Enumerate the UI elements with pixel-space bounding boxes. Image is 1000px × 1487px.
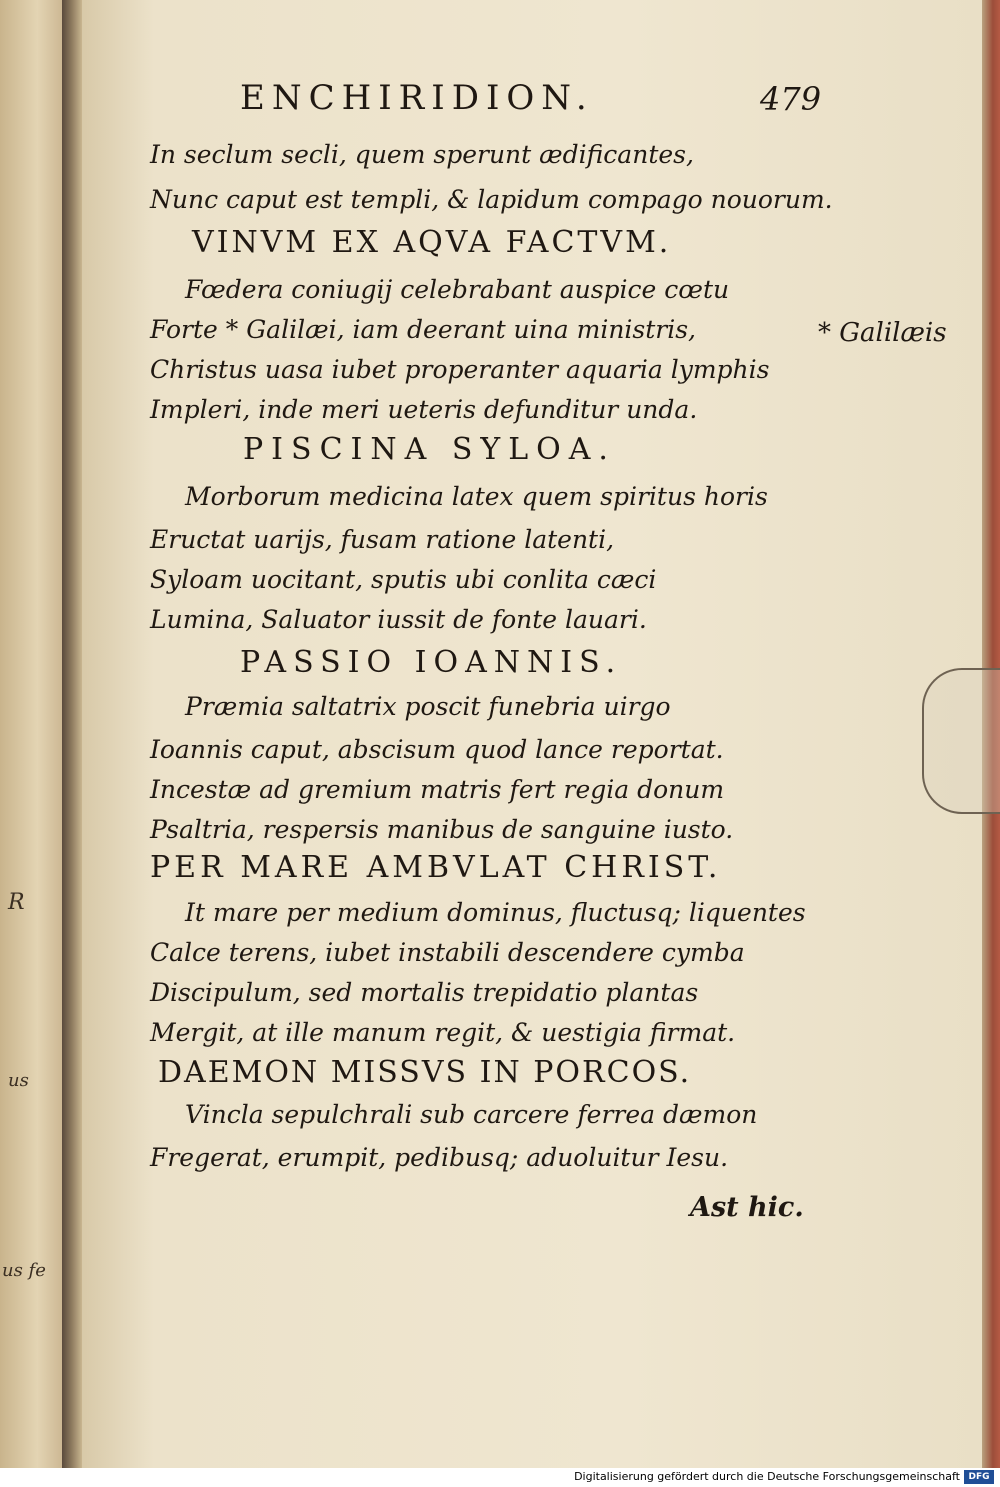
verse-line: Morborum medicina latex quem spiritus horis (185, 482, 768, 511)
printed-page (82, 0, 982, 1468)
section-heading: PASSIO IOANNIS. (240, 645, 623, 680)
dfg-logo: DFG (964, 1470, 994, 1484)
verse-line: Nunc caput est templi, & lapidum compago nouorum. (150, 185, 833, 214)
left-page-fragment: us fe (2, 1260, 46, 1281)
verse-line: Eructat uarijs, fusam ratione latenti, (150, 525, 615, 554)
verse-line: Impleri, inde meri ueteris defunditur unda. (150, 395, 698, 424)
verse-line: Ioannis caput, abscisum quod lance reportat. (150, 735, 724, 764)
verse-line: Fregerat, erumpit, pedibusq; aduoluitur Iesu. (150, 1143, 729, 1172)
verse-line: Psaltria, respersis manibus de sanguine iusto. (150, 815, 734, 844)
running-head: ENCHIRIDION. (240, 78, 594, 118)
section-heading: PISCINA SYLOA. (243, 432, 616, 467)
verse-line: Christus uasa iubet properanter aquaria lymphis (150, 355, 770, 384)
section-heading: PER MARE AMBVLAT CHRIST. (150, 850, 722, 885)
book-gutter (62, 0, 82, 1468)
left-page-edge (0, 0, 62, 1468)
left-page-fragment: us (8, 1070, 29, 1091)
catchword: Ast hic. (690, 1192, 804, 1223)
verse-line: Discipulum, sed mortalis trepidatio plantas (150, 978, 699, 1007)
page-number: 479 (760, 80, 822, 118)
left-page-fragment: R (8, 890, 25, 915)
verse-line: Syloam uocitant, sputis ubi conlita cæci (150, 565, 657, 594)
verse-line: Lumina, Saluator iussit de fonte lauari. (150, 605, 647, 634)
verse-line: Fœdera coniugij celebrabant auspice cœtu (185, 275, 730, 304)
section-heading: VINVM EX AQVA FACTVM. (192, 225, 672, 260)
verse-line: Incestæ ad gremium matris fert regia donum (150, 775, 725, 804)
bookmark-tab (922, 668, 1000, 814)
verse-line: It mare per medium dominus, fluctusq; liquentes (185, 898, 806, 927)
verse-line: Vincla sepulchrali sub carcere ferrea dæmon (185, 1100, 758, 1129)
section-heading: DAEMON MISSVS IN PORCOS. (158, 1055, 692, 1090)
verse-line: Forte * Galilæi, iam deerant uina ministris, (150, 315, 697, 344)
verse-line: In seclum secli, quem sperunt ædificantes, (150, 140, 694, 169)
verse-line: Calce terens, iubet instabili descendere cymba (150, 938, 745, 967)
verse-line: Præmia saltatrix poscit funebria uirgo (185, 692, 671, 721)
funding-credit: Digitalisierung gefördert durch die Deutsche Forschungsgemeinschaft (574, 1470, 960, 1483)
marginal-note: * Galilæis (818, 318, 947, 348)
verse-line: Mergit, at ille manum regit, & uestigia firmat. (150, 1018, 736, 1047)
